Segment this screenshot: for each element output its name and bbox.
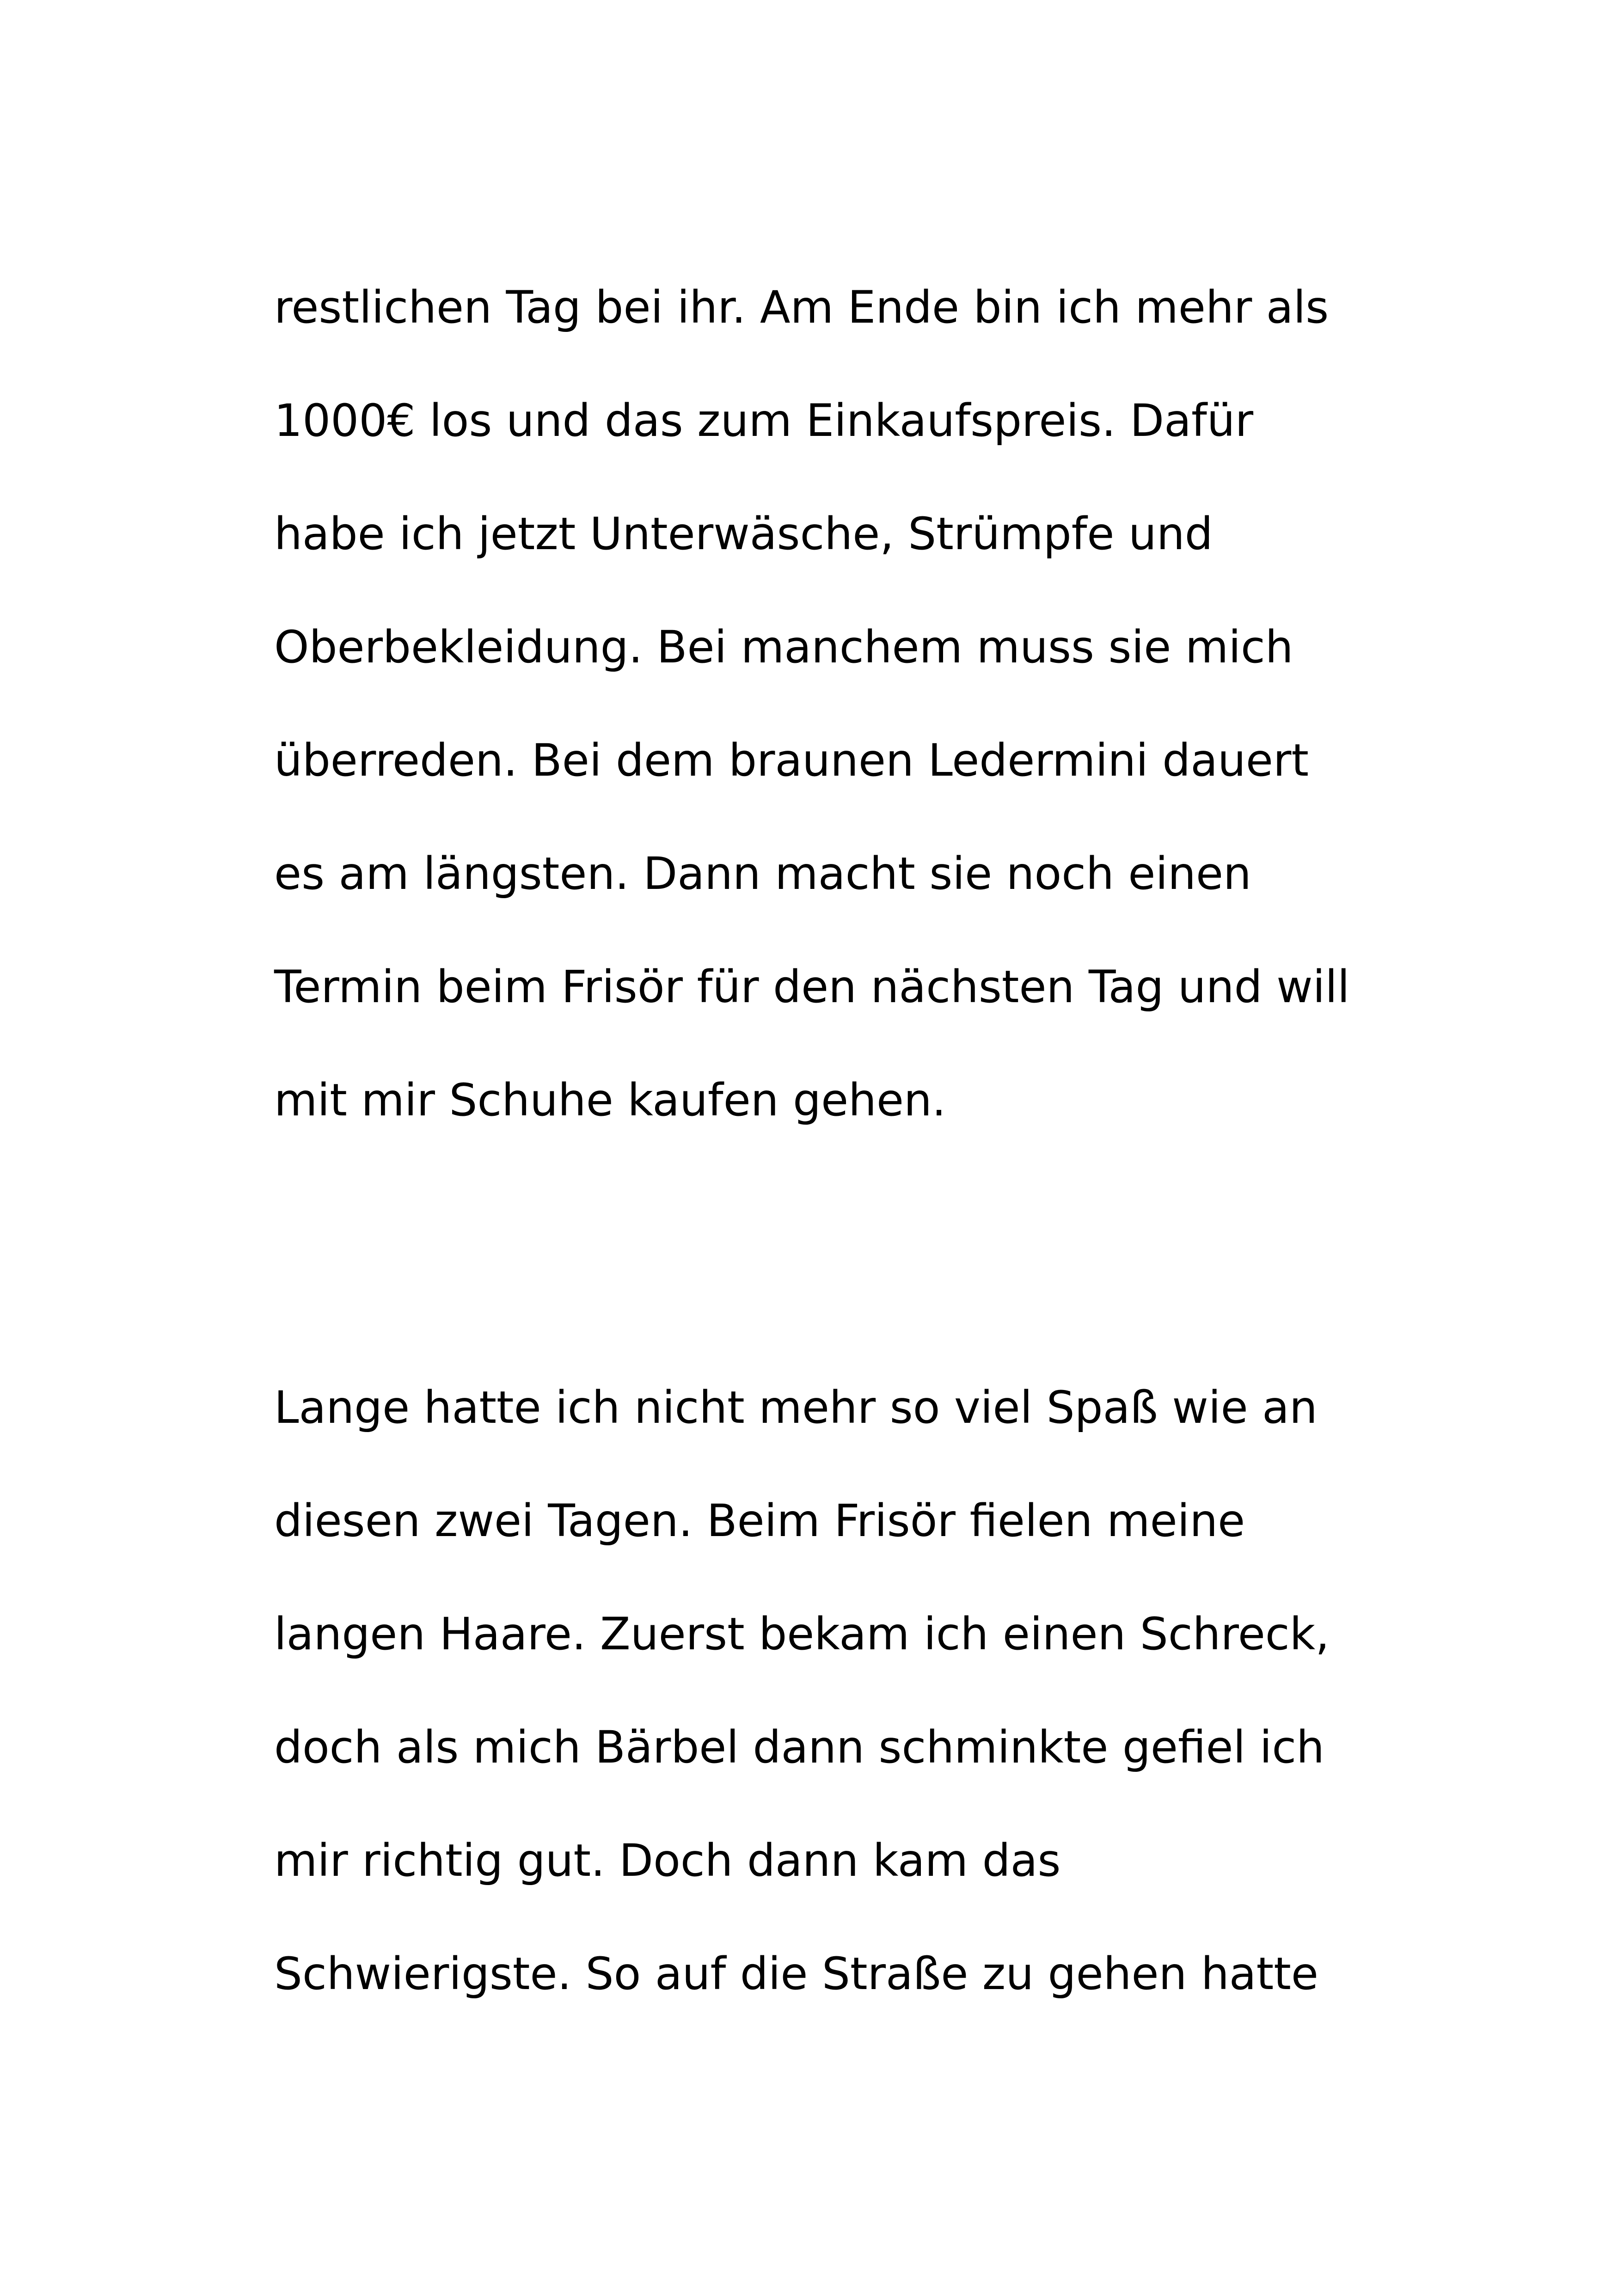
text-line: Oberbekleidung. Bei manchem muss sie mich bbox=[274, 621, 1293, 673]
text-line: überreden. Bei dem braunen Ledermini dauert bbox=[274, 735, 1309, 786]
text-line: mit mir Schuhe kaufen gehen. bbox=[274, 1074, 946, 1126]
text-line: habe ich jetzt Unterwäsche, Strümpfe und bbox=[274, 508, 1213, 560]
text-line: langen Haare. Zuerst bekam ich einen Schreck, bbox=[274, 1608, 1330, 1660]
text-line: restlichen Tag bei ihr. Am Ende bin ich mehr als bbox=[274, 282, 1329, 333]
text-line: es am längsten. Dann macht sie noch einen bbox=[274, 848, 1251, 900]
text-line: diesen zwei Tagen. Beim Frisör fielen meine bbox=[274, 1495, 1245, 1547]
text-line: doch als mich Bärbel dann schminkte gefiel ich bbox=[274, 1721, 1324, 1773]
text-line: 1000€ los und das zum Einkaufspreis. Dafür bbox=[274, 395, 1254, 447]
text-line: mir richtig gut. Doch dann kam das bbox=[274, 1835, 1061, 1886]
text-line: Schwierigste. So auf die Straße zu gehen hatte bbox=[274, 1948, 1318, 2000]
text-line: Termin beim Frisör für den nächsten Tag und will bbox=[274, 961, 1350, 1013]
text-line: Lange hatte ich nicht mehr so viel Spaß wie an bbox=[274, 1382, 1318, 1433]
